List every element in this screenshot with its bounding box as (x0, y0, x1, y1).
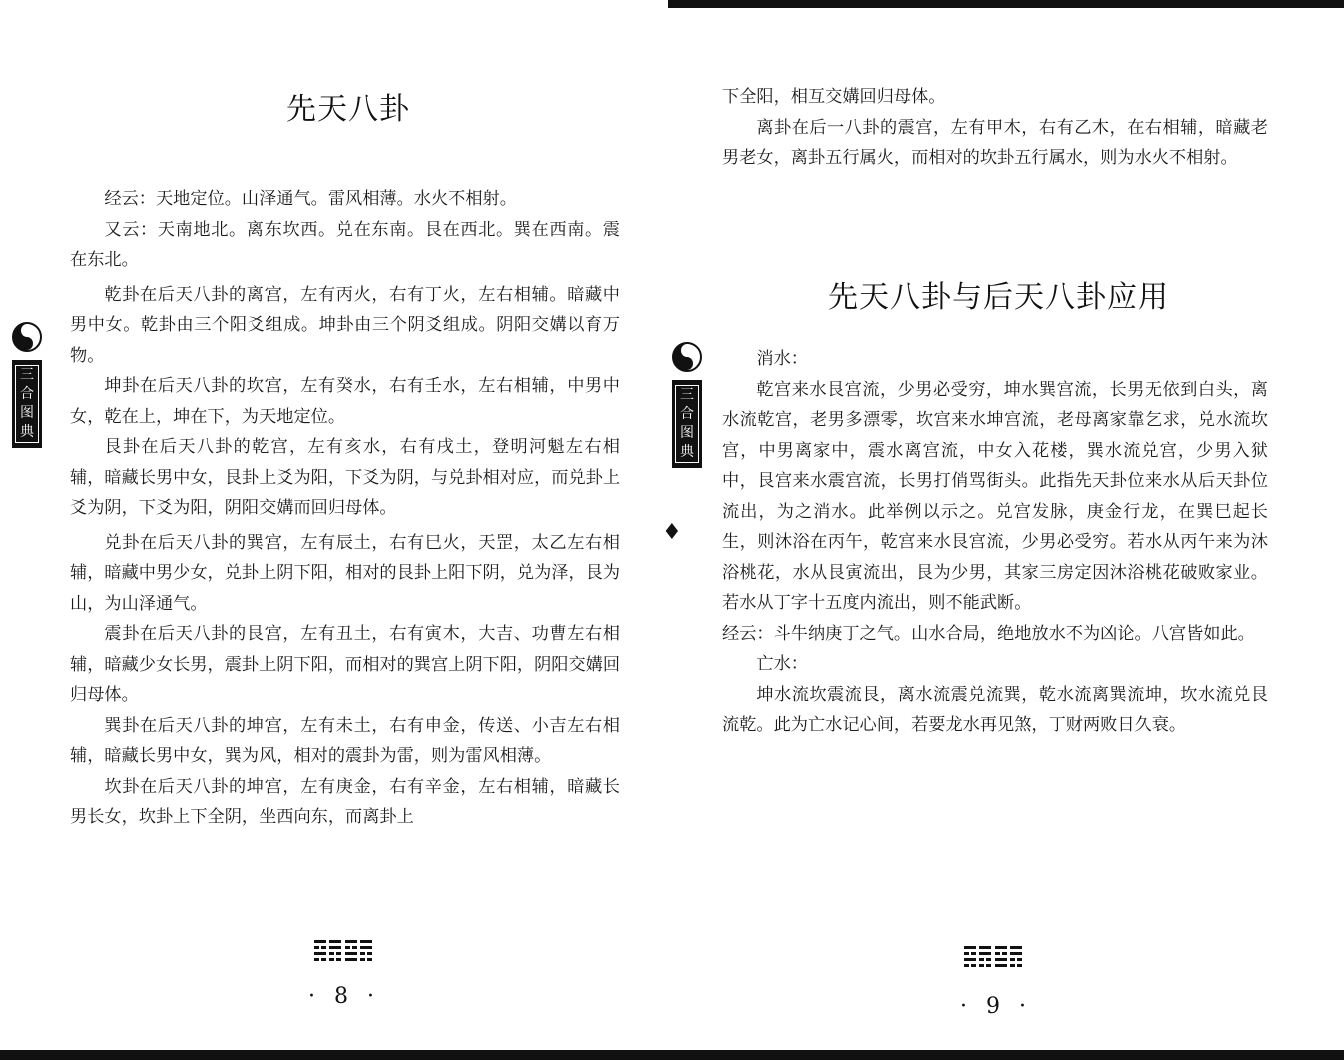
right-continued-text (722, 82, 1268, 174)
side-tab-label: 三合图典 (672, 380, 702, 468)
section-title: 先天八卦与后天八卦应用 (828, 280, 1169, 315)
paragraph: 坤水流坎震流艮，离水流震兑流巽，乾水流离巽流坤，坎水流兑艮流乾。此为亡水记心间，若要龙水再见煞，丁财两败日久衰。 (722, 684, 1268, 735)
side-tab (672, 342, 702, 468)
paragraph: 乾卦在后天八卦的离宫，左有丙火，右有丁火，左右相辅。暗藏中男中女。乾卦由三个阳爻组成。坤卦由三个阴爻组成。阴阳交媾以育万物。 (70, 284, 620, 366)
paragraph: 乾宫来水艮宫流，少男必受穷，坤水巽宫流，长男无依到白头，离水流乾宫，老男多漂零，坎宫来水坤宫流，老母离家靠乞求，兑水流坎宫，中男离家中，震水离宫流，中女入花楼，巽水流兑宫，少男入狱中，艮宫来水震宫流，长男打俏骂街头。此指先天卦位来水从后天卦位流出，为之消水。此举例以示之。兑宫发脉，庚金行龙，在巽巳起长生，则沐浴在丙午，乾宫来水艮宫流，少男必受穷。若水从丙午来为沐浴桃花，水从艮寅流出，艮为少男，其家三房定因沐浴桃花破败家业。若水从丁字十五度内流出，则不能武断。 (722, 379, 1268, 613)
quote-paragraph: 经云：斗牛纳庚丁之气。山水合局，绝地放水不为凶论。八宫皆如此。 (722, 623, 1255, 644)
paragraph: 艮卦在后天八卦的乾宫，左有亥水，右有戌土，登明河魁左右相辅，暗藏长男中女，艮卦上爻为阳，下爻为阴，与兑卦相对应，而兑卦上爻为阴，下爻为阳，阴阳交媾而回归母体。 (70, 437, 621, 518)
right-body-text (722, 344, 1268, 741)
paragraph: 兑卦在后天八卦的巽宫，左有辰土，右有巳火，天罡，太乙左右相辅，暗藏中男少女，兑卦上阴下阳，相对的艮卦上阳下阴，兑为泽，艮为山，为山泽通气。 (70, 532, 621, 614)
trigram-ornament-icon (964, 946, 1022, 970)
page-number: · 9 · (960, 994, 1032, 1019)
paragraph: 坤卦在后天八卦的坎宫，左有癸水，右有壬水，左右相辅，中男中女，乾在上，坤在下，为天地定位。 (70, 376, 620, 427)
left-page (0, 0, 668, 1060)
paragraph: 坎卦在后天八卦的坤宫，左有庚金，右有辛金，左右相辅，暗藏长男长女，坎卦上下全阴，坐西向东，而离卦上 (70, 776, 620, 827)
trigram-ornament-icon (314, 940, 372, 964)
right-page (662, 0, 1344, 1060)
paragraph: 震卦在后天八卦的艮宫，左有丑土，右有寅木，大吉、功曹左右相辅，暗藏少女长男，震卦上阴下阳，而相对的巽宫上阴下阳，阴阳交媾回归母体。 (70, 624, 621, 705)
section-label: 消水： (756, 349, 808, 369)
page-number: · 8 · (308, 984, 380, 1009)
paragraph: 巽卦在后天八卦的坤宫，左有未土，右有申金，传送、小吉左右相辅，暗藏长男中女，巽为风，相对的震卦为雷，则为雷风相薄。 (70, 715, 620, 766)
paragraph: 离卦在后一八卦的震宫，左有甲木，右有乙木，在右相辅，暗藏老男老女，离卦五行属火，而相对的坎卦五行属水，则为水火不相射。 (722, 117, 1268, 168)
section-label: 亡水： (756, 654, 808, 674)
paragraph: 又云：天南地北。离东坎西。兑在东南。艮在西北。巽在西南。震在东北。 (70, 219, 620, 270)
taiji-icon (12, 322, 42, 352)
page-title: 先天八卦 (286, 92, 410, 127)
paragraph: 经云：天地定位。山泽通气。雷风相薄。水火不相射。 (104, 189, 517, 209)
taiji-icon (672, 342, 702, 372)
left-body-text (70, 180, 620, 833)
paragraph: 下全阳，相互交媾回归母体。 (722, 87, 946, 107)
ink-smudge-icon: ♦ (662, 520, 682, 545)
side-tab-label: 三合图典 (12, 360, 42, 448)
side-tab (12, 322, 42, 448)
